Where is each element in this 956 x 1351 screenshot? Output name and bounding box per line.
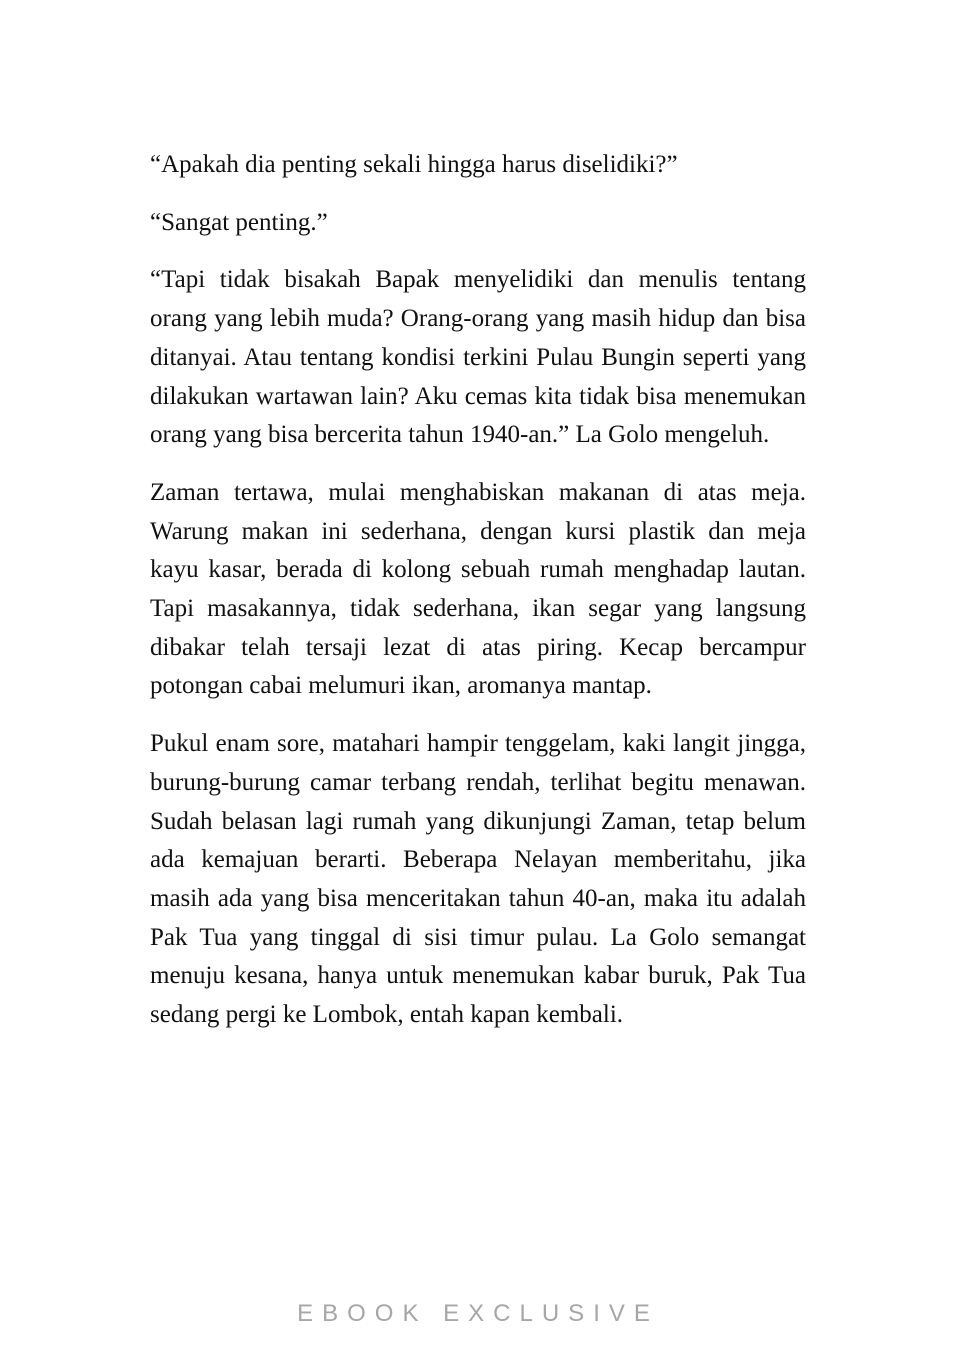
paragraph-dialogue-concern: “Tapi tidak bisakah Bapak menyelidiki dan menulis tentang orang yang lebih muda? Orang-orang yang masih hidup dan bisa ditanyai. Atau tentang kondisi terkini Pulau Bungin seperti yang dilakukan wartawan lain? Aku cemas kita tidak bisa menemukan orang yang bisa bercerita tahun 1940-an.” La Golo mengeluh. <box>150 266 806 449</box>
page-body <box>150 146 806 1054</box>
paragraph-dialogue-answer: “Sangat penting.” <box>150 208 328 236</box>
footer-watermark: EBOOK EXCLUSIVE <box>297 1300 659 1327</box>
paragraph-evening-search: Pukul enam sore, matahari hampir tenggelam, kaki langit jingga, burung-burung camar terbang rendah, terlihat begitu menawan. Sudah belasan lagi rumah yang dikunjungi Zaman, tetap belum ada kemajuan berarti. Beberapa Nelayan memberitahu, jika masih ada yang bisa menceritakan tahun 40-an, maka itu adalah Pak Tua yang tinggal di sisi timur pulau. La Golo semangat menuju kesana, hanya untuk menemukan kabar buruk, Pak Tua sedang pergi ke Lombok, entah kapan kembali. <box>150 730 806 1029</box>
paragraph-warung-scene: Zaman tertawa, mulai menghabiskan makanan di atas meja. Warung makan ini sederhana, dengan kursi plastik dan meja kayu kasar, berada di kolong sebuah rumah menghadap lautan. Tapi masakannya, tidak sederhana, ikan segar yang langsung dibakar telah tersaji lezat di atas piring. Kecap bercampur potongan cabai melumuri ikan, aromanya mantap. <box>150 478 806 700</box>
paragraph-dialogue-question: “Apakah dia penting sekali hingga harus diselidiki?” <box>150 151 678 178</box>
